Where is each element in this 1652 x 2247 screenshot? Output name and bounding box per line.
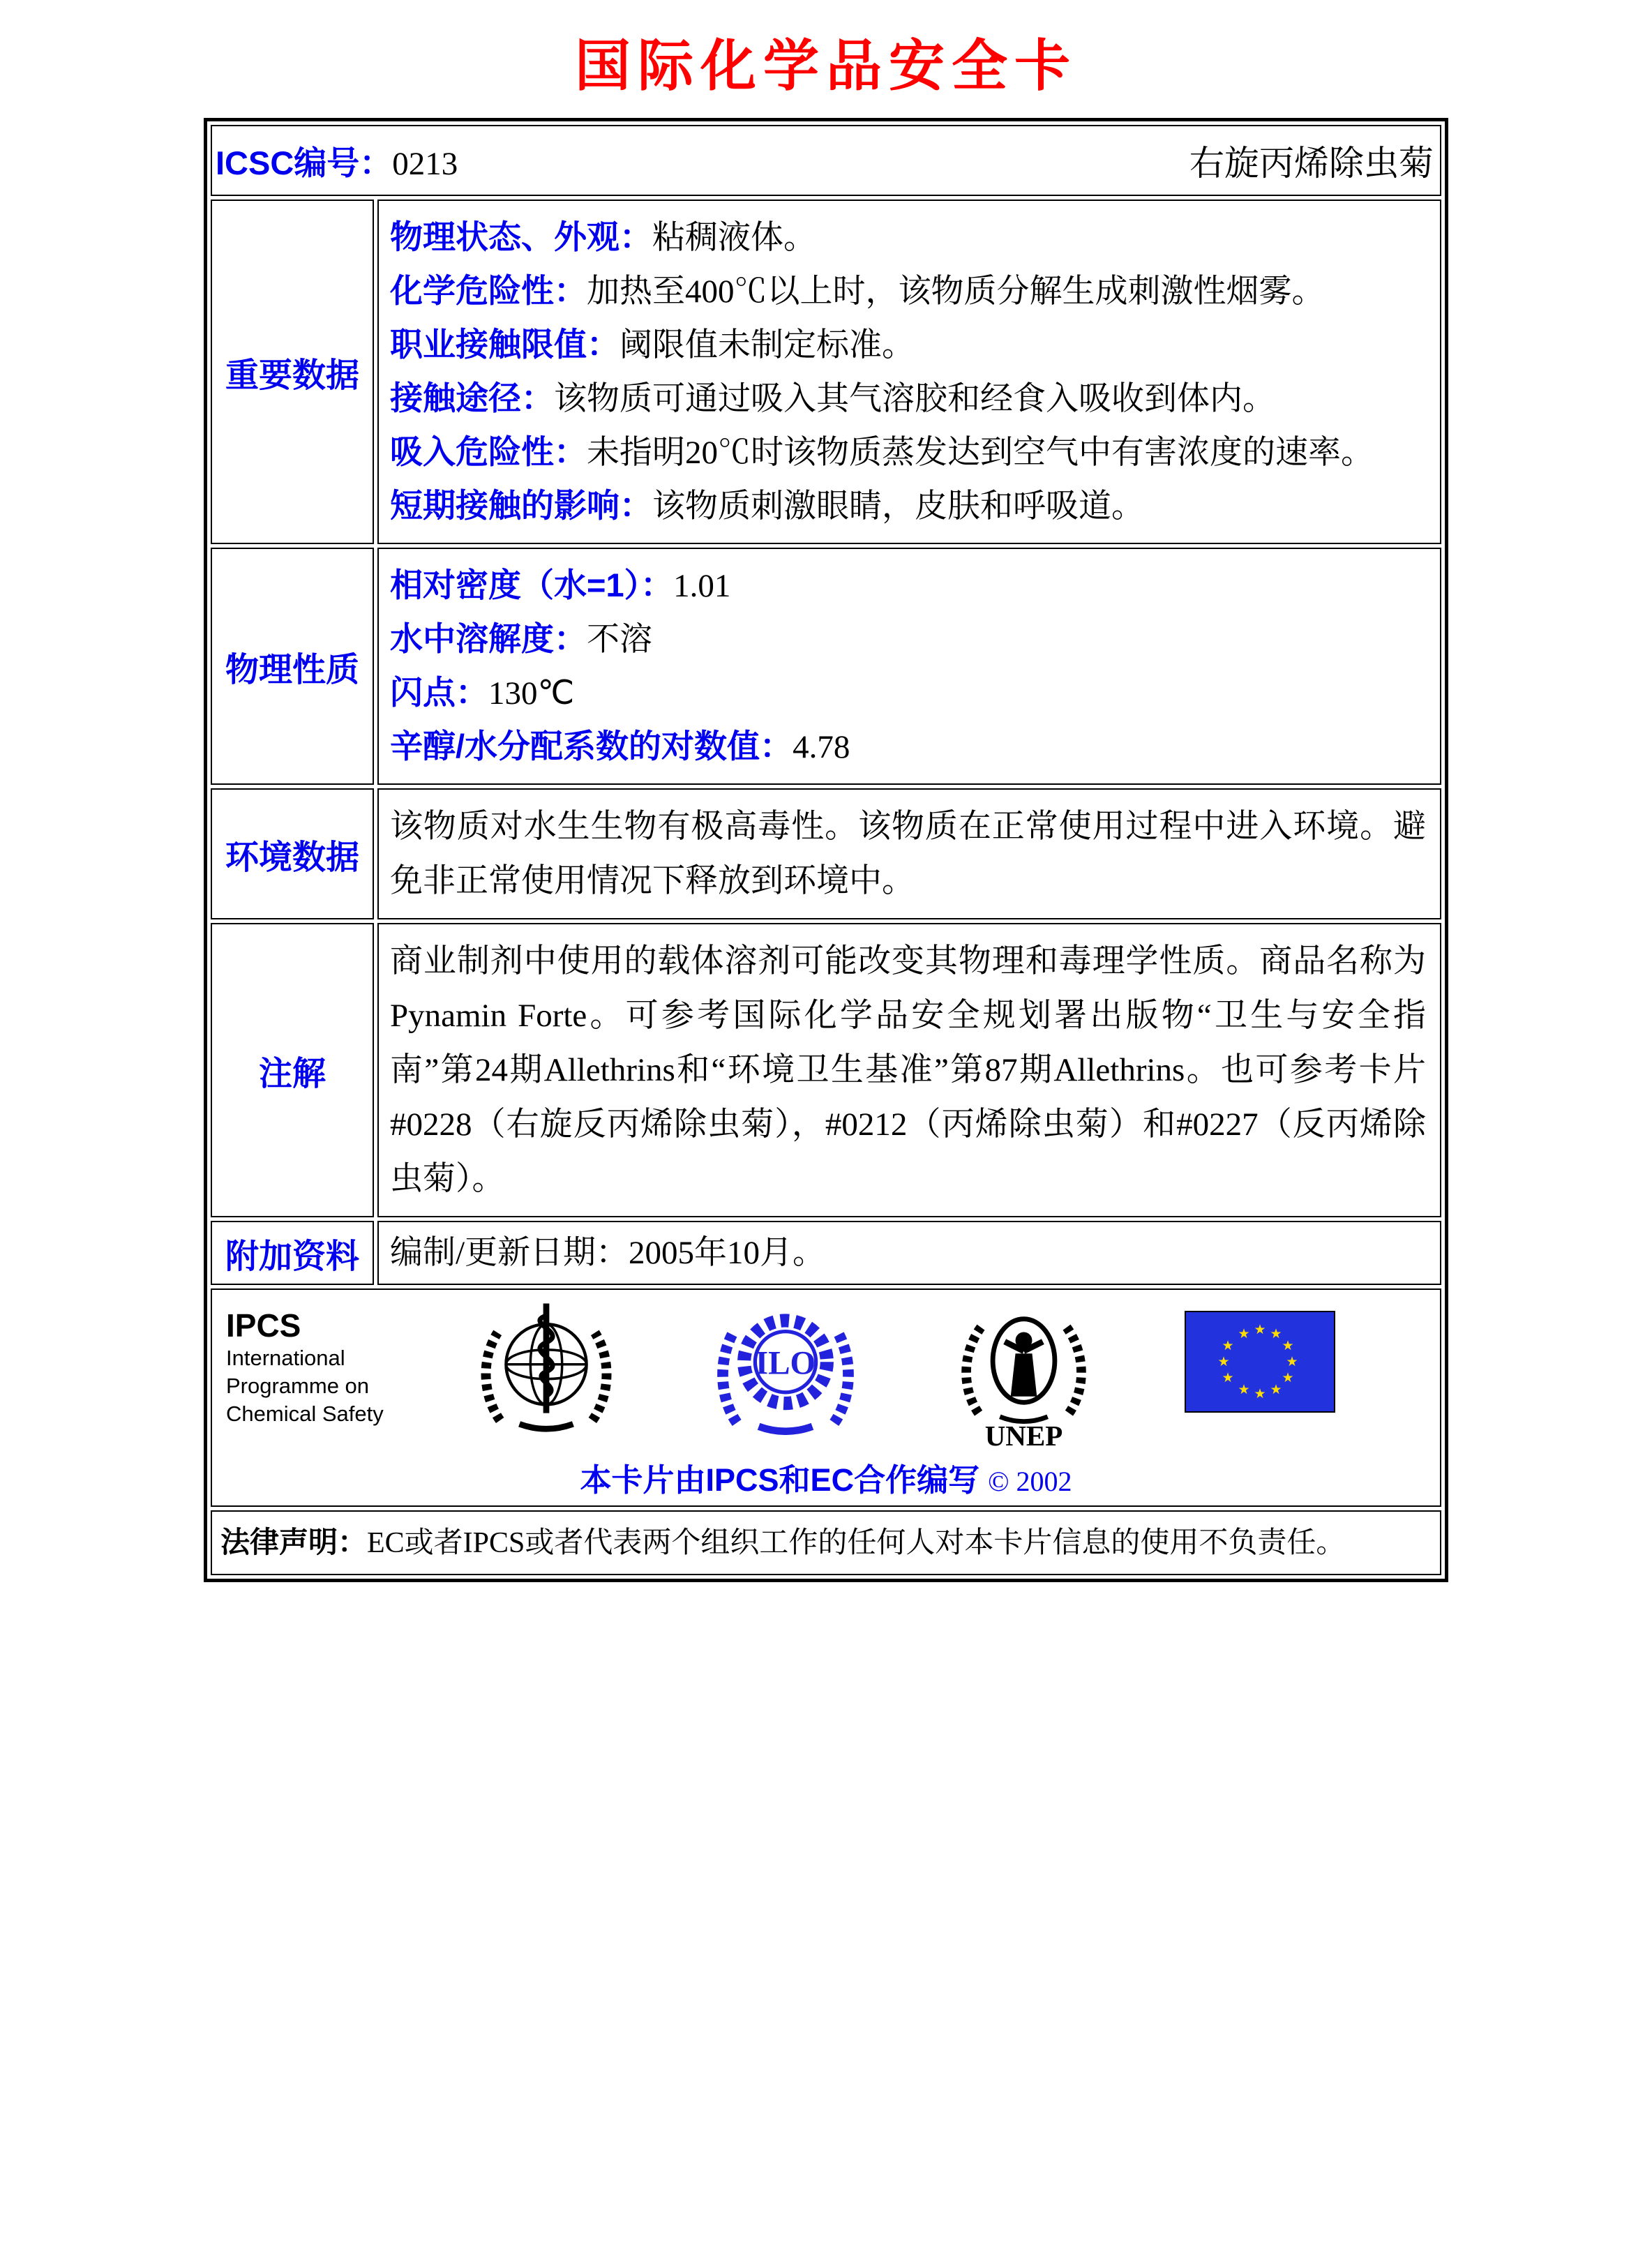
ipcs-line: International [226, 1346, 345, 1370]
physical-property-item: 辛醇/水分配系数的对数值：4.78 [390, 728, 850, 765]
svg-text:★: ★ [1286, 1354, 1298, 1369]
notes-row [211, 923, 1441, 1217]
header-cell [211, 125, 1441, 196]
svg-text:★: ★ [1254, 1386, 1266, 1401]
physical-property-item: 水中溶解度：不溶 [390, 620, 652, 658]
section-label-environmental-data: 环境数据 [211, 788, 374, 919]
important-data-item: 接触途径：该物质可通过吸入其气溶胶和经食入吸收到体内。 [390, 379, 1275, 417]
page-title: 国际化学品安全卡 [575, 36, 1077, 98]
environmental-data-text: 该物质对水生生物有极高毒性。该物质在正常使用过程中进入环境。避免非正常使用情况下释放到环境中。 [390, 809, 1426, 899]
who-logo [473, 1301, 620, 1435]
svg-text:★: ★ [1217, 1354, 1230, 1369]
notes-text: 商业制剂中使用的载体溶剂可能改变其物理和毒理学性质。商品名称为Pynamin Forte。可参考国际化学品安全规划署出版物“卫生与安全指南”第24期Allethrins和“环境卫生基准”第87期Allethrins。也可参考卡片#0228（右旋反丙烯除虫菊），#0212（丙烯除虫菊）和#0227（反丙烯除虫菊）。 [390, 943, 1426, 1197]
important-data-item: 吸入危险性：未指明20℃时该物质蒸发达到空气中有害浓度的速率。 [390, 433, 1374, 471]
svg-text:★: ★ [1222, 1370, 1234, 1385]
section-label-physical-properties: 物理性质 [211, 548, 374, 785]
svg-text:★: ★ [1222, 1338, 1234, 1353]
notes-content [377, 923, 1441, 1217]
svg-text:★: ★ [1282, 1370, 1294, 1385]
legal-cell [211, 1510, 1441, 1575]
environmental-data-row [211, 788, 1441, 919]
legal-text: EC或者IPCS或者代表两个组织工作的任何人对本卡片信息的使用不负责任。 [367, 1527, 1346, 1559]
important-data-item: 职业接触限值：阈限值未制定标准。 [390, 326, 915, 363]
ilo-logo [709, 1301, 862, 1435]
physical-properties-row [211, 548, 1441, 785]
ilo-logo-text: ILO [756, 1345, 816, 1382]
important-data-row [211, 200, 1441, 544]
additional-info-content [377, 1221, 1441, 1285]
physical-property-item: 相对密度（水=1）：1.01 [390, 566, 731, 604]
svg-text:★: ★ [1254, 1322, 1266, 1337]
section-label-additional-info: 附加资料 [211, 1221, 374, 1285]
icsc-number-value: 0213 [392, 145, 458, 182]
unep-logo-text: UNEP [984, 1419, 1062, 1449]
cooperation-caption-text: 本卡片由IPCS和EC合作编写 [580, 1462, 980, 1498]
ipcs-text-block [226, 1301, 384, 1428]
legal-label: 法律声明： [220, 1526, 368, 1558]
logos-row [211, 1288, 1441, 1507]
cooperation-caption [219, 1455, 1433, 1500]
copyright-text: © 2002 [988, 1466, 1072, 1497]
environmental-data-content [377, 788, 1441, 919]
legal-row [211, 1510, 1441, 1575]
svg-text:★: ★ [1238, 1382, 1250, 1397]
icsc-number-label: ICSC编号： [216, 144, 393, 181]
svg-text:★: ★ [1282, 1338, 1294, 1353]
ipcs-line: Programme on [226, 1374, 370, 1398]
important-data-item: 短期接触的影响：该物质刺激眼睛，皮肤和呼吸道。 [390, 487, 1144, 525]
svg-text:★: ★ [1270, 1326, 1282, 1342]
important-data-item: 物理状态、外观：粘稠液体。 [390, 218, 816, 256]
section-label-important-data: 重要数据 [211, 200, 374, 544]
svg-text:★: ★ [1238, 1326, 1250, 1342]
icsc-card-table [204, 118, 1448, 1582]
additional-info-row [211, 1221, 1441, 1285]
unep-logo [952, 1301, 1095, 1449]
additional-info-text: 编制/更新日期：2005年10月。 [390, 1235, 826, 1271]
eu-flag [1185, 1311, 1335, 1413]
important-data-item: 化学危险性：加热至400℃以上时，该物质分解生成刺激性烟雾。 [390, 272, 1325, 310]
svg-text:★: ★ [1270, 1382, 1282, 1397]
section-label-notes: 注解 [211, 923, 374, 1217]
chemical-name: 右旋丙烯除虫菊 [1189, 144, 1434, 183]
physical-properties-content [377, 548, 1441, 785]
header-row [211, 125, 1441, 196]
ipcs-acronym: IPCS [226, 1307, 301, 1344]
ipcs-line: Chemical Safety [226, 1401, 384, 1426]
physical-property-item: 闪点：130℃ [390, 674, 575, 712]
important-data-content [377, 200, 1441, 544]
icsc-number [216, 137, 458, 184]
logos-cell [211, 1288, 1441, 1507]
